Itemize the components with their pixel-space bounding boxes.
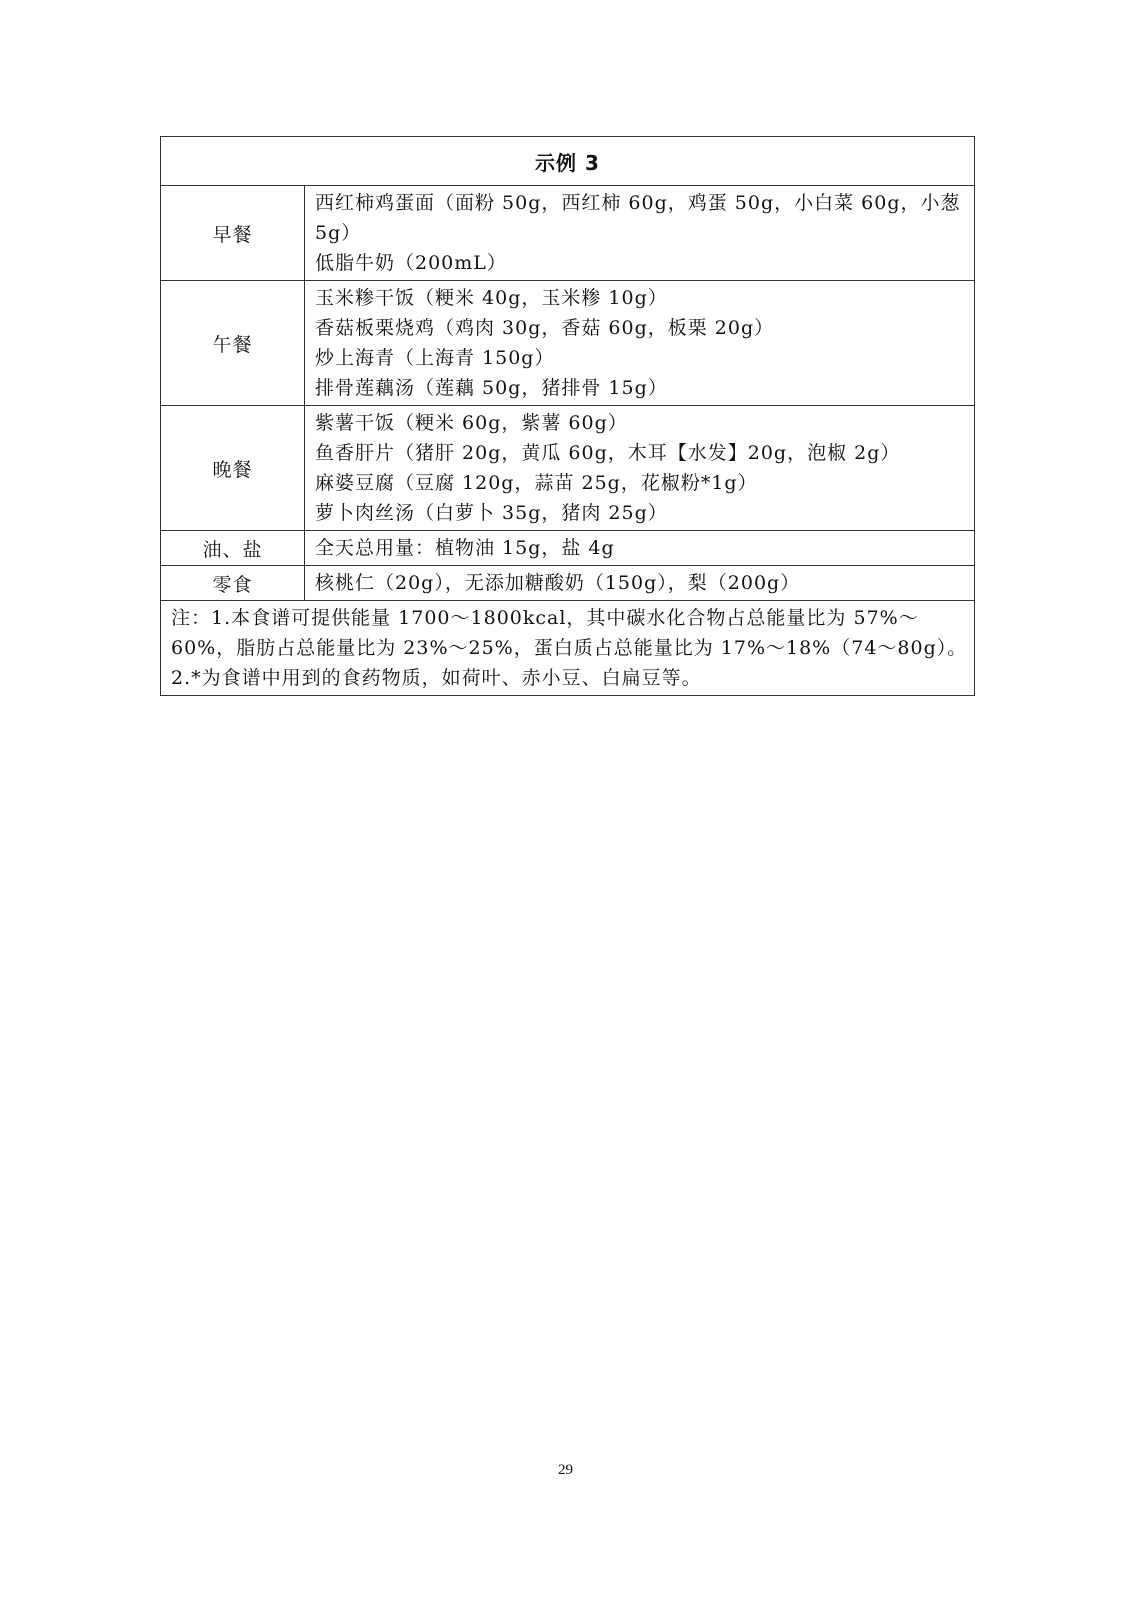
menu-item: 鱼香肝片（猪肝 20g，黄瓜 60g，木耳【水发】20g，泡椒 2g） [315,442,901,464]
note-line: 注：1.本食谱可提供能量 1700～1800kcal，其中碳水化合物占总能量比为 57%～ [171,607,919,629]
menu-item: 排骨莲藕汤（莲藕 50g，猪排骨 15g） [315,377,668,399]
menu-item: 炒上海青（上海青 150g） [315,347,555,369]
menu-item: 低脂牛奶（200mL） [315,252,507,274]
meal-label-lunch: 午餐 [161,281,305,406]
table-notes [161,601,975,696]
menu-item: 麻婆豆腐（豆腐 120g，蒜苗 25g，花椒粉*1g） [315,472,758,494]
menu-item: 香菇板栗烧鸡（鸡肉 30g，香菇 60g，板栗 20g） [315,317,775,339]
meal-items-dinner [305,406,975,531]
meal-plan-table [160,136,975,696]
table-title: 示例 3 [161,137,975,186]
table-title-row [161,137,975,186]
menu-item: 核桃仁（20g），无添加糖酸奶（150g），梨（200g） [315,572,801,594]
table-row-oil-salt [161,531,975,566]
meal-label-breakfast: 早餐 [161,186,305,281]
page-number: 29 [558,1462,573,1478]
meal-items-oil-salt [305,531,975,566]
meal-items-breakfast [305,186,975,281]
meal-items-lunch [305,281,975,406]
table-row-lunch [161,281,975,406]
menu-item: 玉米糁干饭（粳米 40g，玉米糁 10g） [315,287,668,309]
meal-label-dinner: 晚餐 [161,406,305,531]
table-row-dinner [161,406,975,531]
meal-label-oil-salt: 油、盐 [161,531,305,566]
meal-label-snack: 零食 [161,566,305,601]
menu-item: 紫薯干饭（粳米 60g，紫薯 60g） [315,412,628,434]
menu-item: 萝卜肉丝汤（白萝卜 35g，猪肉 25g） [315,502,668,524]
meal-items-snack [305,566,975,601]
menu-item: 西红柿鸡蛋面（面粉 50g，西红柿 60g，鸡蛋 50g，小白菜 60g，小葱 5g） [315,192,961,244]
table-row-breakfast [161,186,975,281]
note-line: 60%，脂肪占总能量比为 23%～25%，蛋白质占总能量比为 17%～18%（74～80g）。 [171,637,968,659]
note-line: 2.*为食谱中用到的食药物质，如荷叶、赤小豆、白扁豆等。 [171,667,702,689]
table-row-snack [161,566,975,601]
table-notes-row [161,601,975,696]
menu-item: 全天总用量：植物油 15g，盐 4g [315,537,615,559]
